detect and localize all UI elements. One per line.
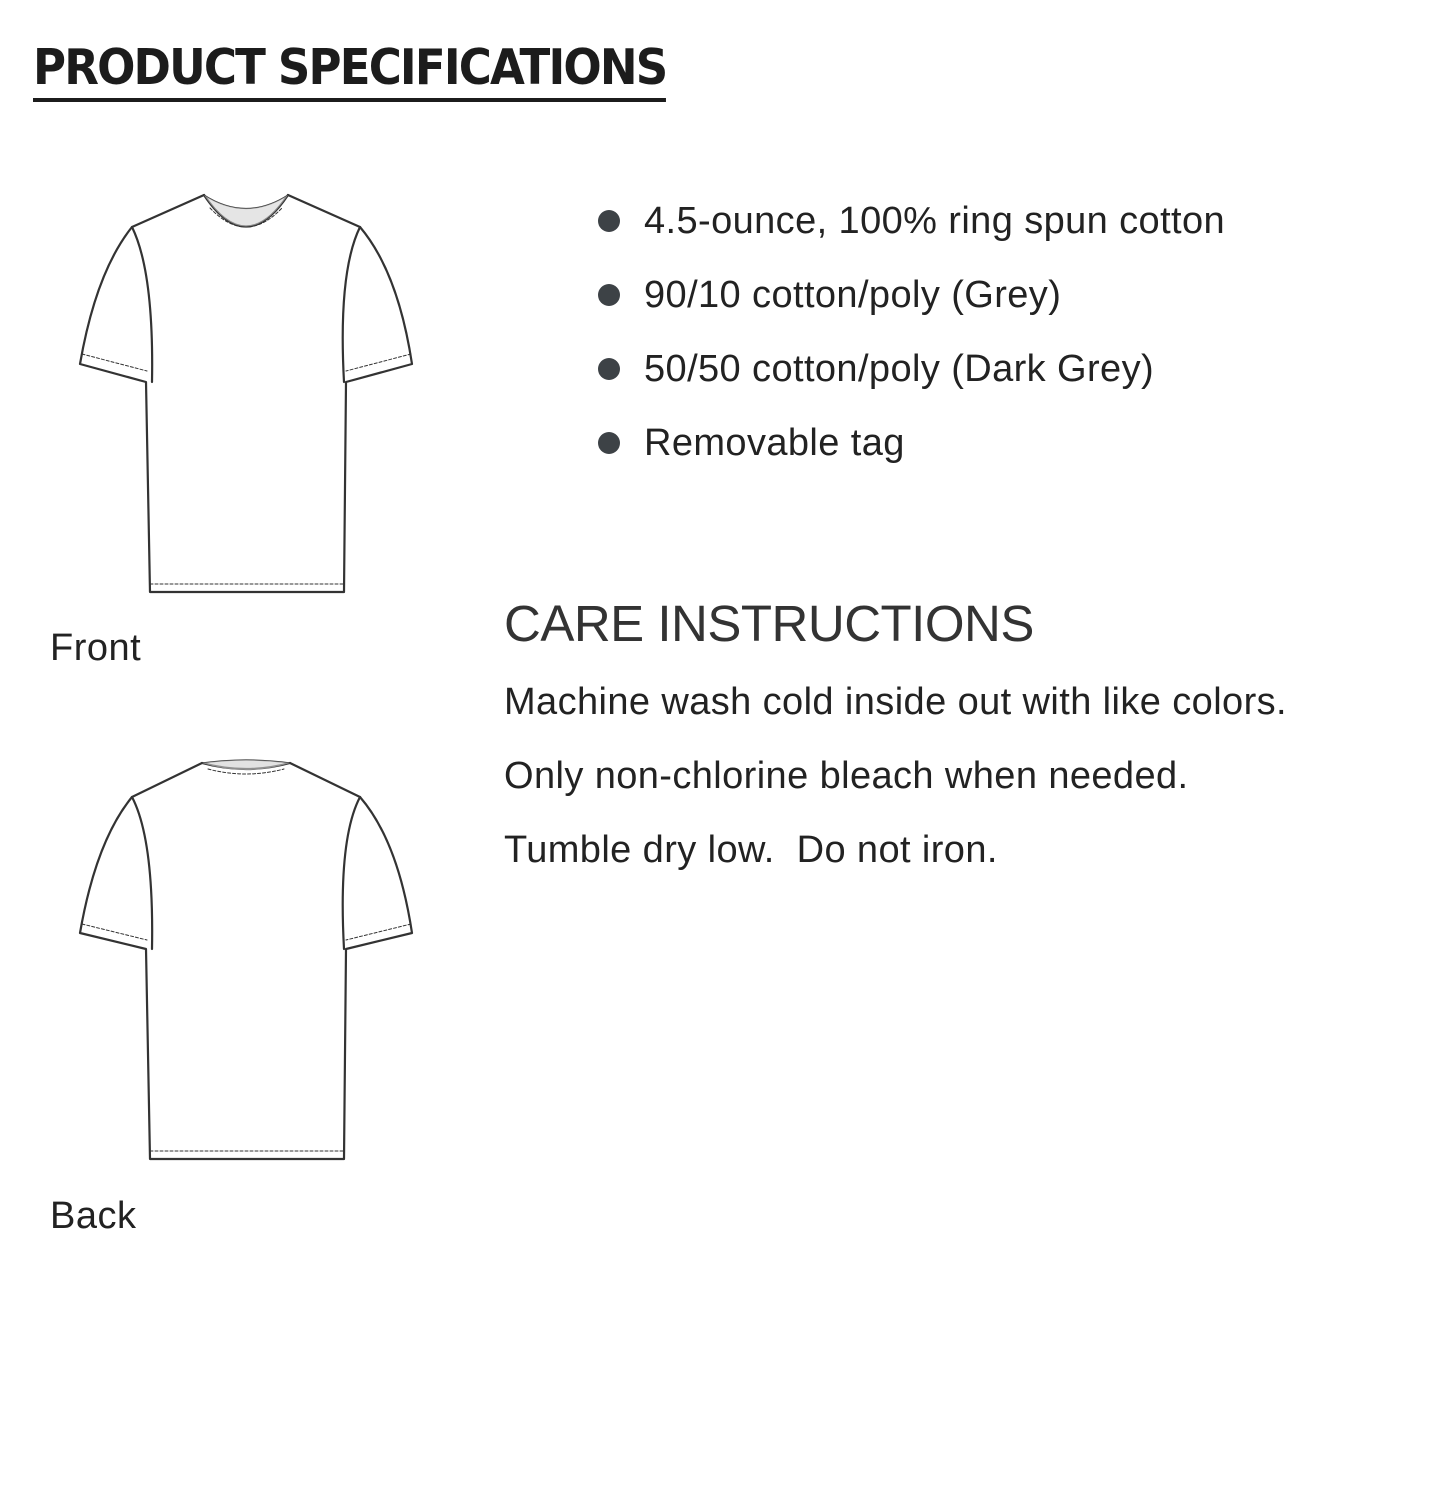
bullet-icon	[598, 358, 620, 380]
bullet-icon	[598, 210, 620, 232]
spec-item	[596, 342, 1225, 416]
care-line: Only non-chlorine bleach when needed.	[504, 755, 1189, 797]
spec-item	[596, 194, 1225, 268]
tshirt-back-illustration	[76, 759, 418, 1163]
spec-text: 50/50 cotton/poly (Dark Grey)	[644, 348, 1155, 390]
spec-item	[596, 268, 1225, 342]
care-instructions-text	[504, 674, 1287, 896]
care-line: Tumble dry low. Do not iron.	[504, 829, 998, 871]
bullet-icon	[598, 284, 620, 306]
care-instructions-heading: CARE INSTRUCTIONS	[504, 595, 1034, 652]
bullet-icon	[598, 432, 620, 454]
tshirt-front-illustration	[76, 192, 418, 596]
front-view-label: Front	[50, 627, 142, 669]
specification-list	[596, 194, 1225, 490]
spec-item	[596, 416, 1225, 490]
page-title: PRODUCT SPECIFICATIONS	[33, 38, 666, 102]
spec-text: 4.5-ounce, 100% ring spun cotton	[644, 200, 1226, 242]
spec-text: 90/10 cotton/poly (Grey)	[644, 274, 1062, 316]
back-view-label: Back	[50, 1195, 137, 1237]
spec-text: Removable tag	[644, 422, 905, 464]
care-line: Machine wash cold inside out with like colors.	[504, 681, 1287, 723]
